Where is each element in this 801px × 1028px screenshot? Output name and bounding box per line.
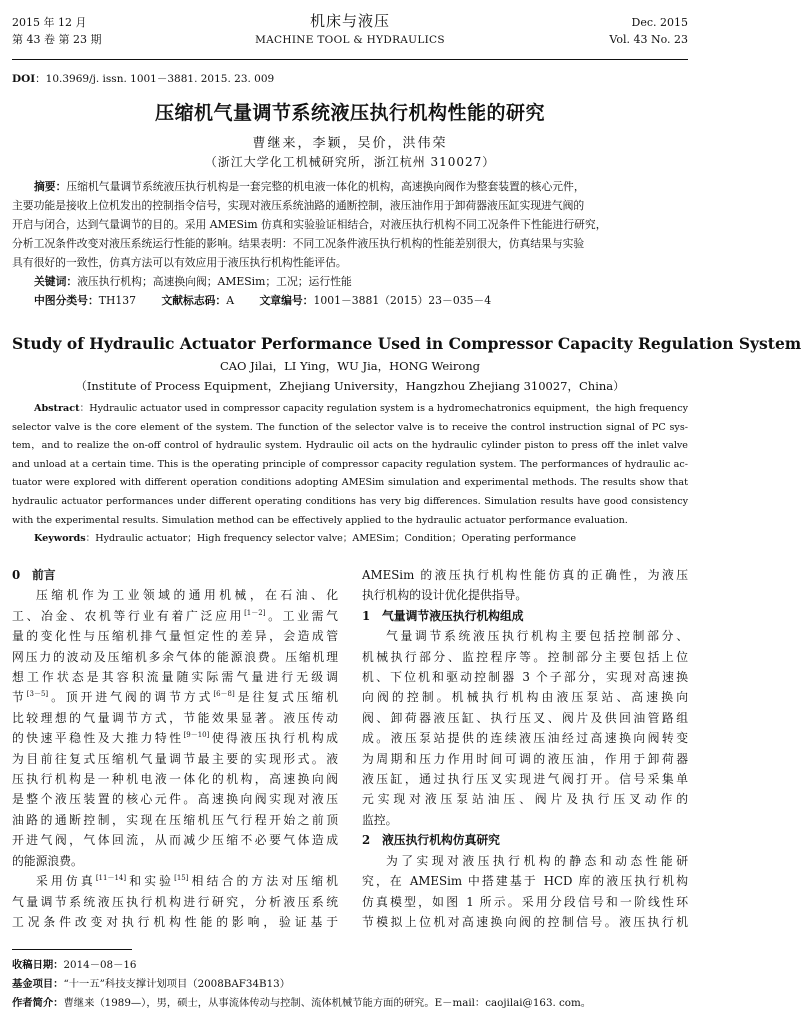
header-rule	[12, 59, 688, 60]
journal-page	[12, 0, 801, 1028]
footnote-rule	[12, 949, 132, 950]
running-header	[12, 10, 688, 58]
received-date: 收稿日期：2014－08－16	[12, 959, 137, 971]
title-cn: 压缩机气量调节系统液压执行机构性能的研究	[154, 102, 545, 124]
authors-cn: 曹继来，李颖，吴价，洪伟荣	[252, 136, 448, 151]
affiliation-en: （Institute of Process Equipment，Zhejiang University，Hangzhou Zhejiang 310027，China）	[75, 379, 625, 393]
classification-line: 中图分类号：TH137 文献标志码：A 文章编号：1001－3881（2015）23－035－4	[34, 294, 492, 307]
body-column-right: AMESim 的液压执行机构性能仿真的正确性，为液压 执行机构的设计优化提供指导。 1 气量调节液压执行机构组成 气量调节系统液压执行机构主要包括控制部分、 机械执行部分、监控程序等。控制部分主要包括上位 机、下位机和驱动控制器 3 个子部分，实现对高速换 向阀的控制。机械执行机构由液压泵站、高速换向 阀、卸荷器液压缸、执行压叉、阀片及供回油管路组 成。液压泵站提供的连续液压油经过高速换向阀转变 为周期和压力作用时间可调的液压油，作用于卸荷器 液压缸，通过执行压叉实现进气阀打开。信号采集单 元实现对液压泵站油压、阀片及执行压叉动作的 监控。 2 液压执行机构仿真研究 为了实现对液压执行机构的静态和动态性能研 究，在 AMESim 中搭建基于 HCD 库的液压执行机构 仿真模型，如图 1 所示。采用分段信号和一阶线性环 节模拟上位机对高速换向阀的控制信号。液压执行机	[362, 568, 688, 929]
authors-en: CAO Jilai，LI Ying，WU Jia，HONG Weirong	[219, 359, 481, 373]
abstract-en: Abstract：Hydraulic actuator used in compressor capacity regulation system is a hydromechatronics equipment，the high frequency selector valve is the core element of the system. The function of the selector valve is to receive the control instruction signal of PC sys- tem，and to realize the on-off control of hydraulic system. Hydraulic oil acts on the hydraulic cylinder piston to press off the inlet valve and unload at a certain time. This is the operating principle of compressor capacity regulation system. The performances of hydraulic ac- tuator were explored with different operation conditions adopting AMESim simulation and experimental methods. The results show that hydraulic actuator performances under different operating conditions has very big differences. Simulation results have good consistency with the experimental results. Simulation method can be effectively applied to the hydraulic actuator performance evaluation. Keywords：Hydraulic actuator；High frequency selector valve；AMESim；Condition；Operating performance	[12, 400, 688, 549]
abstract-cn: 摘要：压缩机气量调节系统液压执行机构是一套完整的机电液一体化的机构，高速换向阀作为整套装置的核心元件， 主要功能是接收上位机发出的控制指令信号，实现对液压系统油路的通断控制，液压油作用于卸荷器液压缸实现进气阀的 开启与闭合，达到气量调节的目的。采用 AMESim 仿真和实验验证相结合，对液压执行机构不同工况条件下性能进行研究， 分析工况条件改变对液压系统运行性能的影响。结果表明：不同工况条件液压执行机构的性能差别很大，仿真结果与实验 具有很好的一致性，仿真方法可以有效应用于液压执行机构性能评估。 关键词：液压执行机构；高速换向阀；AMESim；工况；运行性能 中图分类号：TH137 文献标志码：A 文章编号：1001－3881（2015）23－035－4	[12, 177, 688, 310]
affiliation-cn: （浙江大学化工机械研究所，浙江杭州 310027）	[204, 155, 496, 169]
title-en: Study of Hydraulic Actuator Performance Used in Compressor Capacity Regulation System	[12, 334, 801, 353]
fund-project: 基金项目：“十一五”科技支撑计划项目（2008BAF34B13）	[12, 978, 290, 990]
section-heading-1: 1 气量调节液压执行机构组成	[362, 608, 524, 623]
issue-date-cn: 2015 年 12 月 第 43 卷 第 23 期	[12, 16, 102, 46]
body-column-left: 0 前言 压缩机作为工业领域的通用机械，在石油、化 工、冶金、农机等行业有着广泛应用[1－2]。工业需气 量的变化性与压缩机排气量恒定性的差异，会造成管 网压力的波动及压缩机多余气体的能源浪费。压缩机理 想工作状态是其容积流量随实际需气量进行无级调 节[3－5]。顶开进气阀的调节方式[6－8]是往复式压缩机 比较理想的气量调节方式，节能效果显著。液压传动 的快速平稳性及大推力特性[9－10]使得液压执行机构成 为目前往复式压缩机气量调节最主要的实现形式。液 压执行机构是一种机电液一体化的机构，高速换向阀 是整个液压装置的核心元件。高速换向阀实现对液压 油路的通断控制，实现在压缩机压气行程开始之前顶 开进气阀，气体回流，从而减少压缩不必要气体造成 的能源浪费。 采用仿真[11－14]和实验[15]相结合的方法对压缩机 气量调节系统液压执行机构进行研究，分析液压系统 工况条件改变对执行机构性能的影响，验证基于	[12, 565, 338, 932]
section-heading-0: 0 前言	[12, 568, 56, 582]
journal-name: 机床与液压 MACHINE TOOL & HYDRAULICS	[255, 12, 445, 46]
keywords-cn: 关键词：液压执行机构；高速换向阀；AMESim；工况；运行性能	[34, 275, 352, 288]
footnotes	[12, 956, 688, 1013]
issue-date-en: Dec. 2015 Vol. 43 No. 23	[609, 16, 688, 46]
section-heading-2: 2 液压执行机构仿真研究	[362, 833, 500, 848]
doi-line: DOI：10.3969/j. issn. 1001－3881. 2015. 23. 009	[12, 73, 275, 85]
author-bio: 作者简介：曹继来（1989—），男，硕士，从事流体传动与控制、流体机械节能方面的研究。E－mail：caojilai@163. com。	[12, 997, 592, 1009]
keywords-en: Keywords：Hydraulic actuator；High frequency selector valve；AMESim；Condition；Operating performance	[34, 533, 577, 545]
